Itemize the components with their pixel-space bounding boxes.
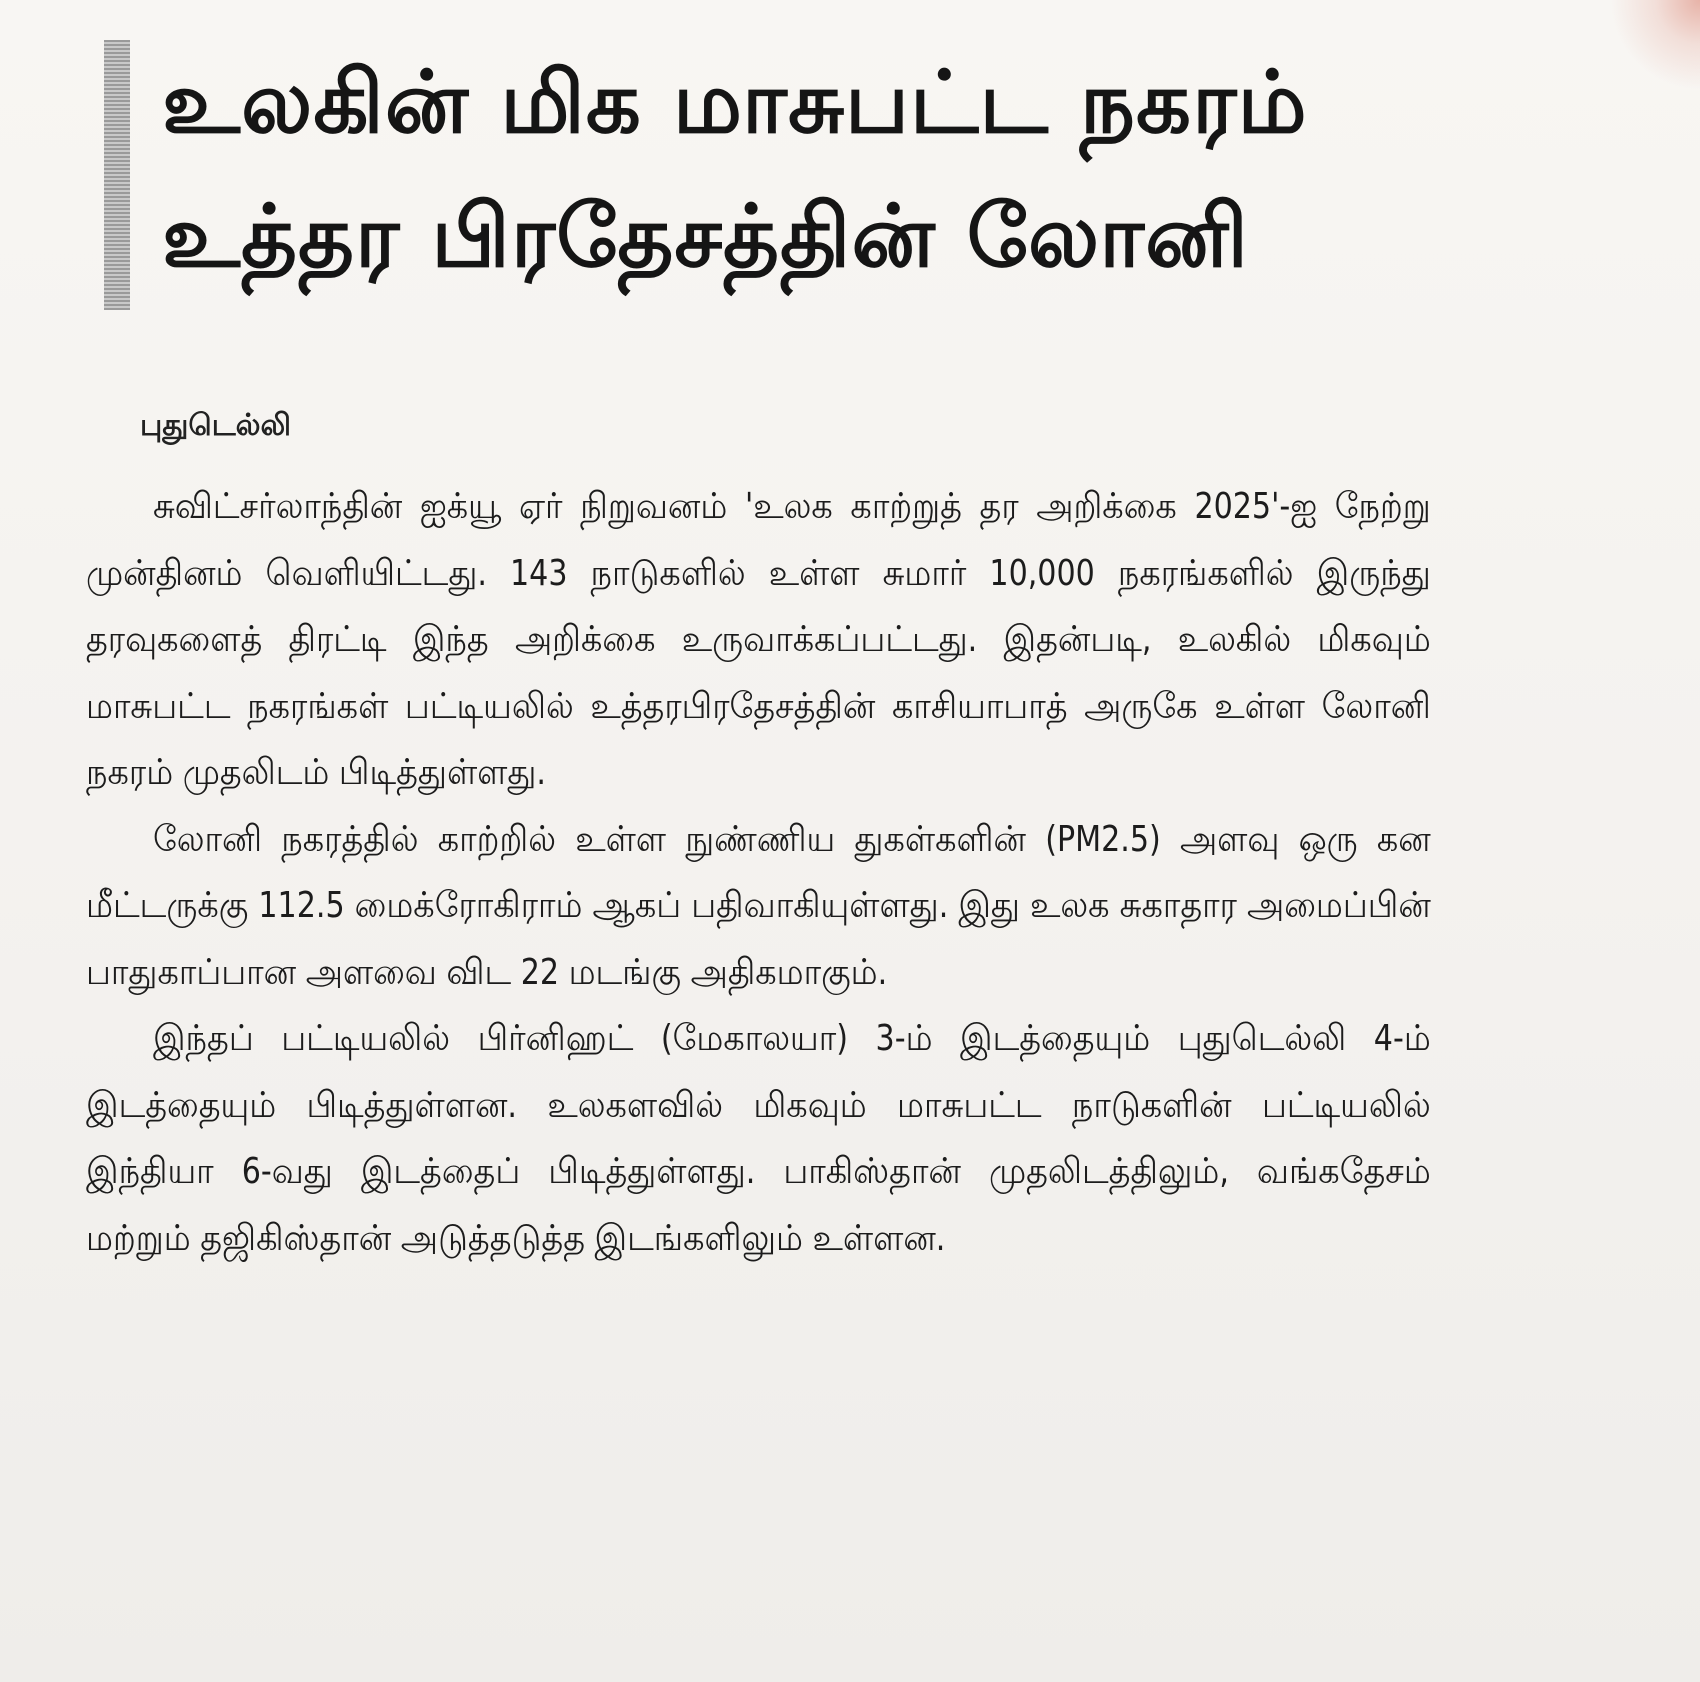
headline-accent-bar	[104, 40, 130, 310]
article-body	[86, 474, 1431, 1272]
article-paragraph: சுவிட்சர்லாந்தின் ஐக்யூ ஏர் நிறுவனம் 'உலக காற்றுத் தர அறிக்கை 2025'-ஐ நேற்று முன்தினம் வெளியிட்டது. 143 நாடுகளில் உள்ள சுமார் 10,000 நகரங்களில் இருந்து தரவுகளைத் திரட்டி இந்த அறிக்கை உருவாக்கப்பட்டது. இதன்படி, உலகில் மிகவும் மாசுபட்ட நகரங்கள் பட்டியலில் உத்தரபிரதேசத்தின் காசியாபாத் அருகே உள்ள லோனி நகரம் முதலிடம் பிடித்துள்ளது.	[86, 486, 1431, 793]
page-corner-shadow	[1610, 0, 1700, 90]
article-paragraph: லோனி நகரத்தில் காற்றில் உள்ள நுண்ணிய துகள்களின் (PM2.5) அளவு ஒரு கன மீட்டருக்கு 112.5 மைக்ரோகிராம் ஆகப் பதிவாகியுள்ளது. இது உலக சுகாதார அமைப்பின் பாதுகாப்பான அளவை விட 22 மடங்கு அதிகமாகும்.	[86, 818, 1431, 993]
headline-block	[104, 36, 1424, 316]
article-paragraph: இந்தப் பட்டியலில் பிர்னிஹட் (மேகாலயா) 3-ம் இடத்தையும் புதுடெல்லி 4-ம் இடத்தையும் பிடித்துள்ளன. உலகளவில் மிகவும் மாசுபட்ட நாடுகளின் பட்டியலில் இந்தியா 6-வது இடத்தைப் பிடித்துள்ளது. பாகிஸ்தான் முதலிடத்திலும், வங்கதேசம் மற்றும் தஜிகிஸ்தான் அடுத்தடுத்த இடங்களிலும் உள்ளன.	[86, 1018, 1431, 1259]
article-headline: உலகின் மிக மாசுபட்ட நகரம் உத்தர பிரதேசத்தின் லோனி	[162, 53, 1308, 287]
article-dateline: புதுடெல்லி	[140, 408, 292, 443]
